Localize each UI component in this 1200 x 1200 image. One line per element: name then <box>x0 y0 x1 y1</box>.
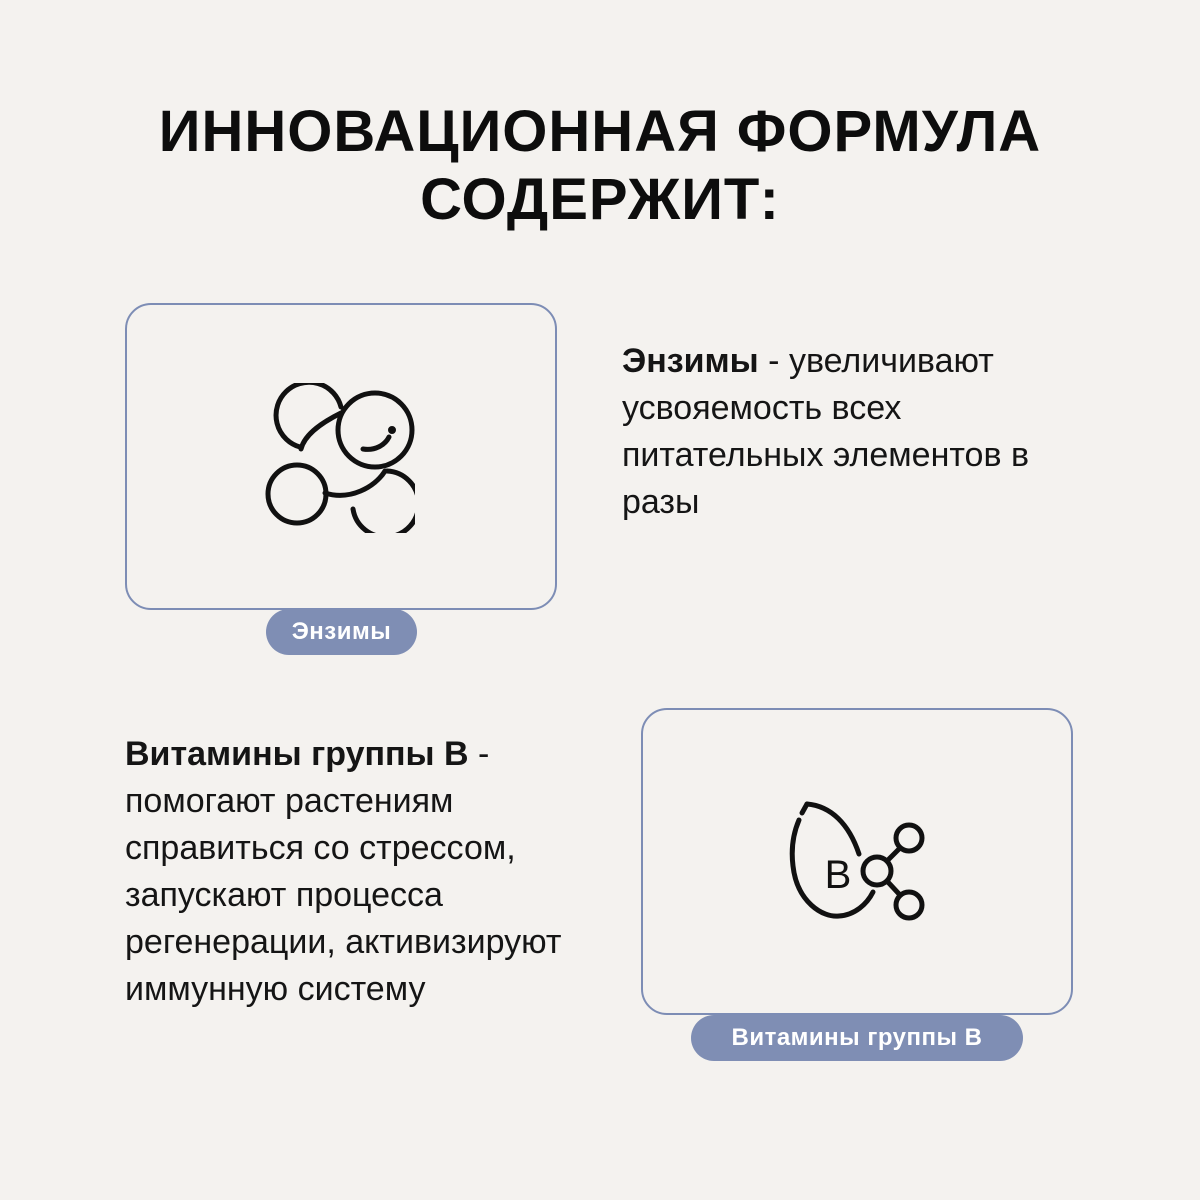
vitamins-label-pill: Витамины группы В <box>691 1015 1023 1061</box>
vitamins-description <box>125 731 595 1013</box>
vitamin-b-letter: B <box>824 853 852 897</box>
enzymes-text: увеличивают усвояемость всех питательных элементов в разы <box>622 342 1030 521</box>
enzymes-separator: - <box>758 342 789 380</box>
enzymes-label-pill: Энзимы <box>266 609 417 655</box>
vitamins-separator: - <box>468 735 490 773</box>
page-title <box>0 98 1200 234</box>
enzymes-description <box>622 338 1082 526</box>
vitamins-card <box>641 708 1073 1015</box>
vitamin-b-drop-icon <box>789 798 939 928</box>
title-line-2: СОДЕРЖИТ: <box>420 167 780 232</box>
vitamins-text: помогают растениям справиться со стрессом, запускают процесса регенерации, активизируют иммунную систему <box>125 782 562 1008</box>
vitamins-term: Витамины группы В <box>125 735 469 773</box>
enzyme-molecule-icon <box>265 383 415 533</box>
enzymes-term: Энзимы <box>622 342 759 380</box>
enzymes-card <box>125 303 557 610</box>
title-line-1: ИННОВАЦИОННАЯ ФОРМУЛА <box>158 99 1042 164</box>
